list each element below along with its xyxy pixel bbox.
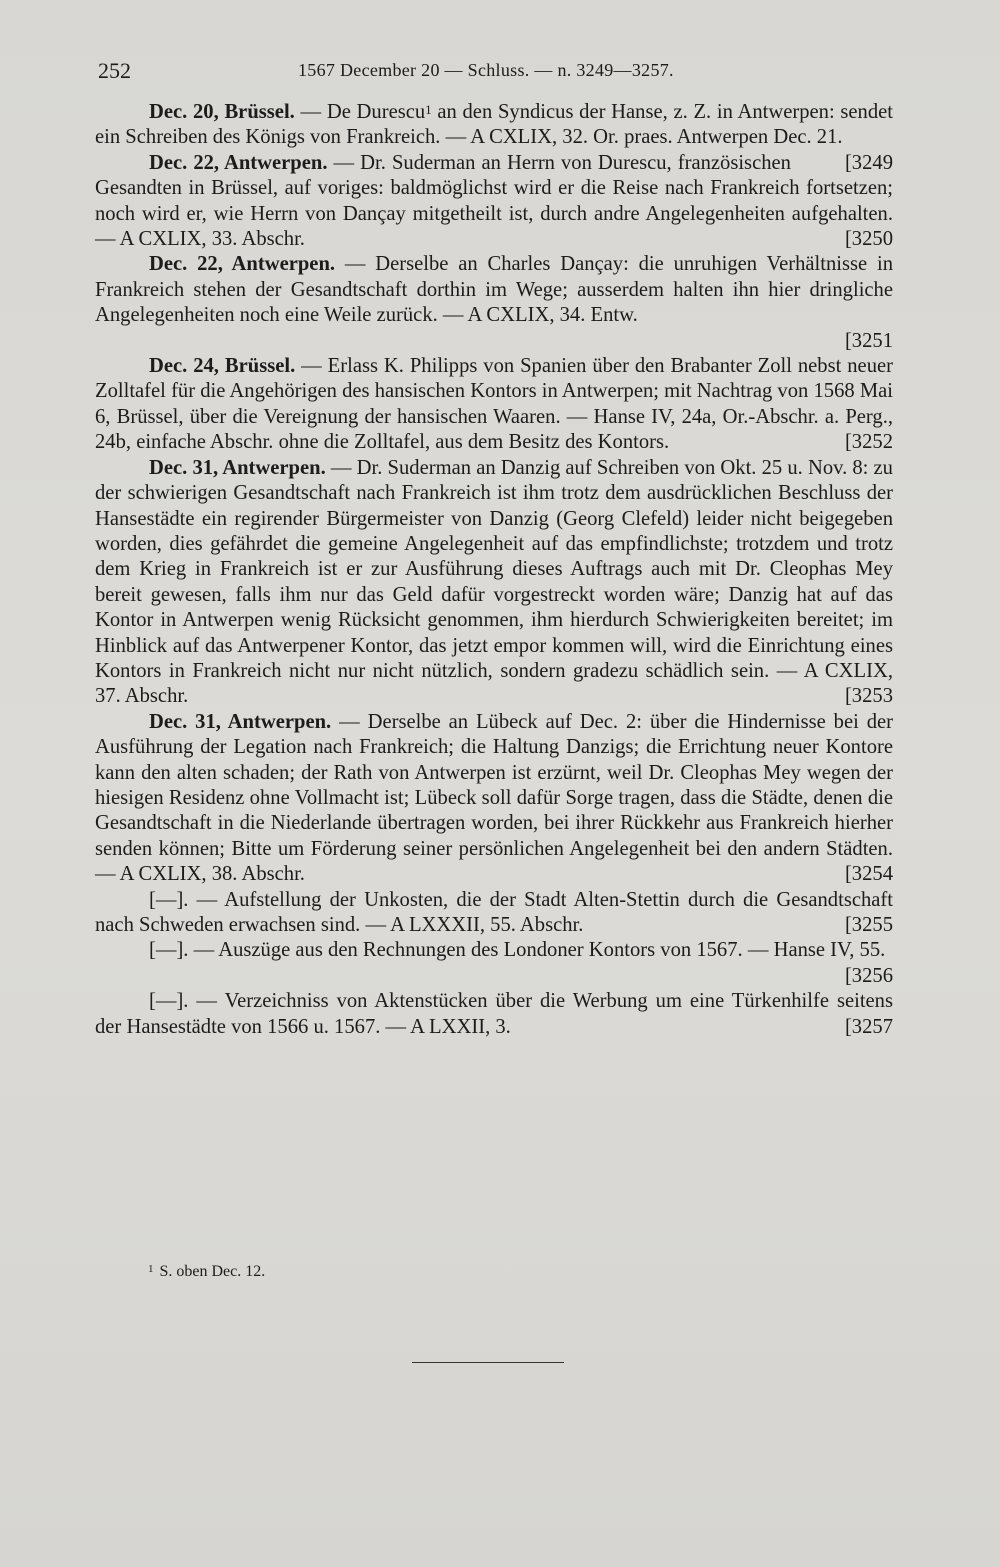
entry-3252 (95, 354, 893, 456)
footnote-text: S. oben Dec. 12. (159, 1263, 266, 1280)
entry-number: [3256 (844, 964, 893, 987)
running-head: 1567 December 20 — Schluss. — n. 3249—3257. (298, 60, 674, 80)
entry-number: [3254 (844, 863, 893, 886)
footnote-mark: 1 (148, 1263, 154, 1275)
entry-date: Dec. 22, Antwerpen. (149, 253, 336, 276)
entry-date: Dec. 22, Antwerpen. (149, 151, 328, 174)
page-header (98, 58, 898, 88)
entry-text: — Erlass K. Philipps von Spanien über den Brabanter Zoll nebst neuer Zolltafel für die Angehörigen des hansischen Kontors in Antwerpen; mit Nachtrag von 1568 Mai 6, Brüssel, über die Vereignung der hansischen Waaren. — Hanse IV, 24a, Or.-Abschr. a. Perg., 24b, einfache Abschr. ohne die Zolltafel, aus dem Besitz des Kontors. (95, 355, 893, 454)
entry-3254 (95, 710, 893, 888)
entry-text: an den Syndicus der Hanse, z. Z. in Antwerpen: sendet ein Schreiben des Königs von Frankreich. — A CXLIX, 32. Or. praes. Antwerpen Dec. 21. (95, 101, 894, 149)
entry-date: Dec. 31, Antwerpen. (149, 456, 326, 479)
entry-text: — De Durescu (294, 101, 426, 123)
entry-3256 (95, 938, 893, 989)
entry-date: Dec. 31, Antwerpen. (149, 710, 332, 733)
footnote-reference: 1 (425, 102, 432, 117)
closing-rule (412, 1362, 564, 1363)
entry-number: [3253 (844, 685, 893, 708)
entry-3257 (95, 989, 893, 1040)
entry-text: — Dr. Suderman an Danzig auf Schreiben von Okt. 25 u. Nov. 8: zu der schwierigen Gesandtschaft nach Frankreich ist ihm trotz dem ausdrücklichen Beschluss der Hansestädte ein regirender Bürgermeister von Danzig (Georg Clefeld) leider nicht beigegeben worden, dies gefährdet die gemeine Angelegenheit auf das empfindlichste; trotzdem und trotz dem Krieg in Frankreich ist er zur Ausführung dieses Auftrags auch mit Dr. Cleophas Mey bereit gewesen, falls ihm nur das Geld dafür vorgestreckt worden wäre; Danzig hat auf das Kontor in Antwerpen wenig Rücksicht genommen, ihm hierdurch Schwierigkeiten bereitet; im Hinblick auf das Antwerpener Kontor, das jetzt empor kommen will, wird die Einrichtung eines Kontors in Frankreich nicht nur nicht nützlich, sondern gradezu schädlich sein. — A CXLIX, 37. Abschr. (95, 456, 893, 708)
entry-text: [—]. — Auszüge aus den Rechnungen des Londoner Kontors von 1567. — Hanse IV, 55. (149, 939, 886, 962)
entry-date: Dec. 24, Brüssel. (149, 355, 296, 378)
entry-text: — Derselbe an Lübeck auf Dec. 2: über die Hindernisse bei der Ausführung der Legation nach Frankreich; die Haltung Danzigs; die Errichtung neuer Kontore kann den alten schaden; der Rath von Antwerpen ist erzürnt, weil Dr. Cleophas Mey wegen der hiesigen Residenz ohne Vollmacht ist; Lübeck soll dafür Sorge tragen, dass die Städte, denen die Gesandtschaft in die Niederlande übertragen worden, bei ihrer Rückkehr aus Frankreich hierher senden können; Bitte um Förderung seiner persönlichen Angelegenheit bei den andern Städten. — A CXLIX, 38. Abschr. (95, 710, 893, 886)
entry-text: [—]. — Aufstellung der Unkosten, die der Stadt Alten-Stettin durch die Gesandtschaft nach Schweden erwachsen sind. — A LXXXII, 55. Abschr. (95, 888, 893, 936)
footnote (148, 1263, 265, 1281)
entry-number: [3257 (844, 1015, 893, 1038)
regest-entries (95, 100, 893, 1040)
entry-3251 (95, 252, 893, 354)
entry-3255 (95, 888, 893, 939)
entry-number: [3250 (844, 228, 893, 251)
entry-text: [—]. — Verzeichniss von Aktenstücken über die Werbung um eine Türkenhilfe seitens der Hansestädte von 1566 u. 1567. — A LXXII, 3. (95, 990, 893, 1038)
entry-date: Dec. 20, Brüssel. (149, 101, 295, 123)
entry-text: — Dr. Suderman an Herrn von Durescu, französischen Gesandten in Brüssel, auf voriges: baldmöglichst wird er die Reise nach Frankreich fortsetzen; noch wird er, wie Herrn von Dançay mitgetheilt ist, durch andre Angelegenheiten aufgehalten. — A CXLIX, 33. Abschr. (95, 151, 893, 251)
entry-3250 (95, 151, 893, 253)
entry-number: [3249 (844, 151, 893, 174)
entry-number: [3252 (844, 431, 893, 454)
entry-3253 (95, 456, 893, 710)
entry-number: [3251 (844, 329, 893, 352)
entry-number: [3255 (844, 914, 893, 936)
entry-text: — Derselbe an Charles Dançay: die unruhigen Verhältnisse in Frankreich stehen der Gesandtschaft dorthin im Wege; ausserdem halten ihn hier dringliche Angelegenheiten noch eine Weile zurück. — A CXLIX, 34. Entw. (95, 253, 893, 327)
page-number: 252 (98, 58, 131, 83)
